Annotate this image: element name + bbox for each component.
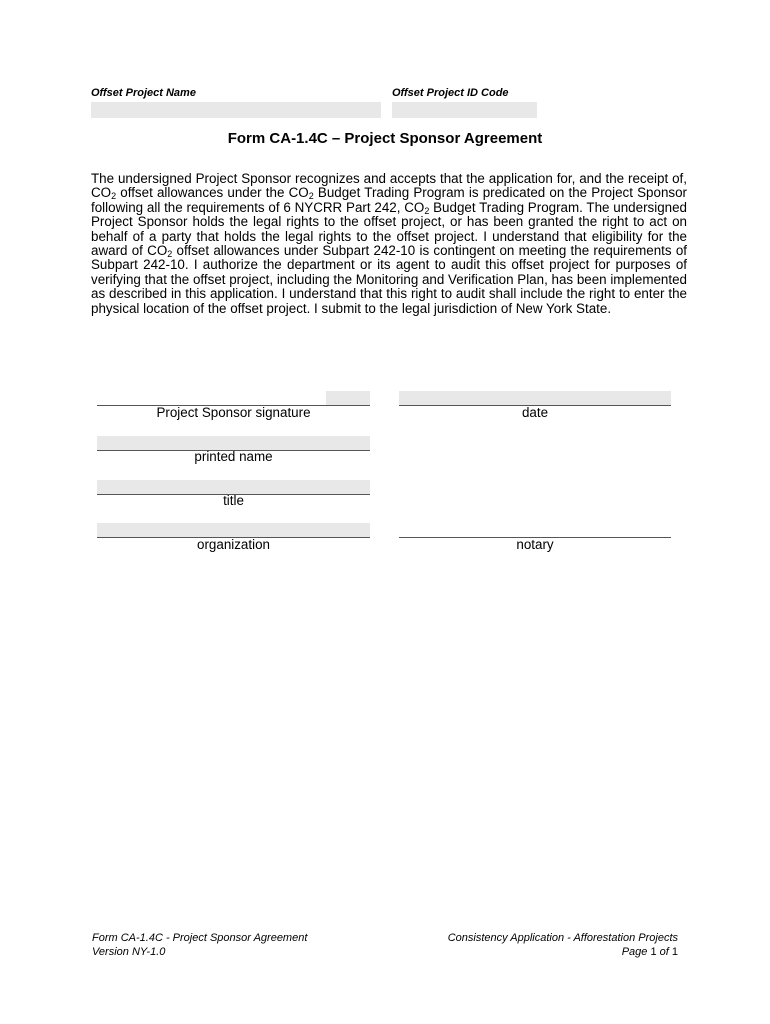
notary-label: notary [516, 537, 554, 552]
organization-field[interactable] [97, 523, 370, 537]
footer-form-name: Form CA-1.4C - Project Sponsor Agreement [92, 932, 308, 944]
project-id-field[interactable] [392, 102, 537, 118]
project-name-field[interactable] [91, 102, 381, 118]
date-label: date [521, 405, 549, 420]
title-field[interactable] [97, 480, 370, 494]
page-number: Page 1 of 1 [621, 946, 678, 958]
organization-label: organization [197, 537, 270, 552]
title-label: title [223, 493, 244, 508]
printed-name-label: printed name [194, 449, 273, 464]
footer-right [448, 931, 678, 959]
footer-left [92, 931, 307, 959]
footer-application-name: Consistency Application - Afforestation Projects [447, 932, 678, 944]
date-field[interactable] [399, 391, 671, 405]
signature-label: Project Sponsor signature [156, 405, 311, 420]
form-title: Form CA-1.4C – Project Sponsor Agreement [227, 130, 543, 147]
printed-name-field[interactable] [97, 436, 370, 450]
project-name-label: Offset Project Name [91, 87, 196, 99]
agreement-text: The undersigned Project Sponsor recognizes and accepts that the application for, and the receipt of, $CO_2$ offset allowances under the $CO_2$ Budget Trading Program is predicated on the Project Sponsor following all the requirements of 6 NYCRR Part 242, $CO_2$ Budget Trading Program. The undersigned Project Sponsor holds the legal rights to the offset project, or has been granted the right to act on behalf of a party that holds the legal rights to the offset project. I understand that eligibility for the award of $CO_2$ offset allowances under Subpart 242-10 is contingent on meeting the requirements of Subpart 242-10. I authorize the department or its agent to audit this offset project for purposes of verifying that the offset project, including the Monitoring and Verification Plan, has been implemented as described in this application. I understand that this right to audit shall include the right to enter the physical location of the offset project. I submit to the legal jurisdiction of New York State. [91, 171, 687, 316]
signature-field[interactable] [326, 391, 370, 405]
project-id-label: Offset Project ID Code [392, 87, 509, 99]
footer-version: Version NY-1.0 [92, 946, 166, 958]
